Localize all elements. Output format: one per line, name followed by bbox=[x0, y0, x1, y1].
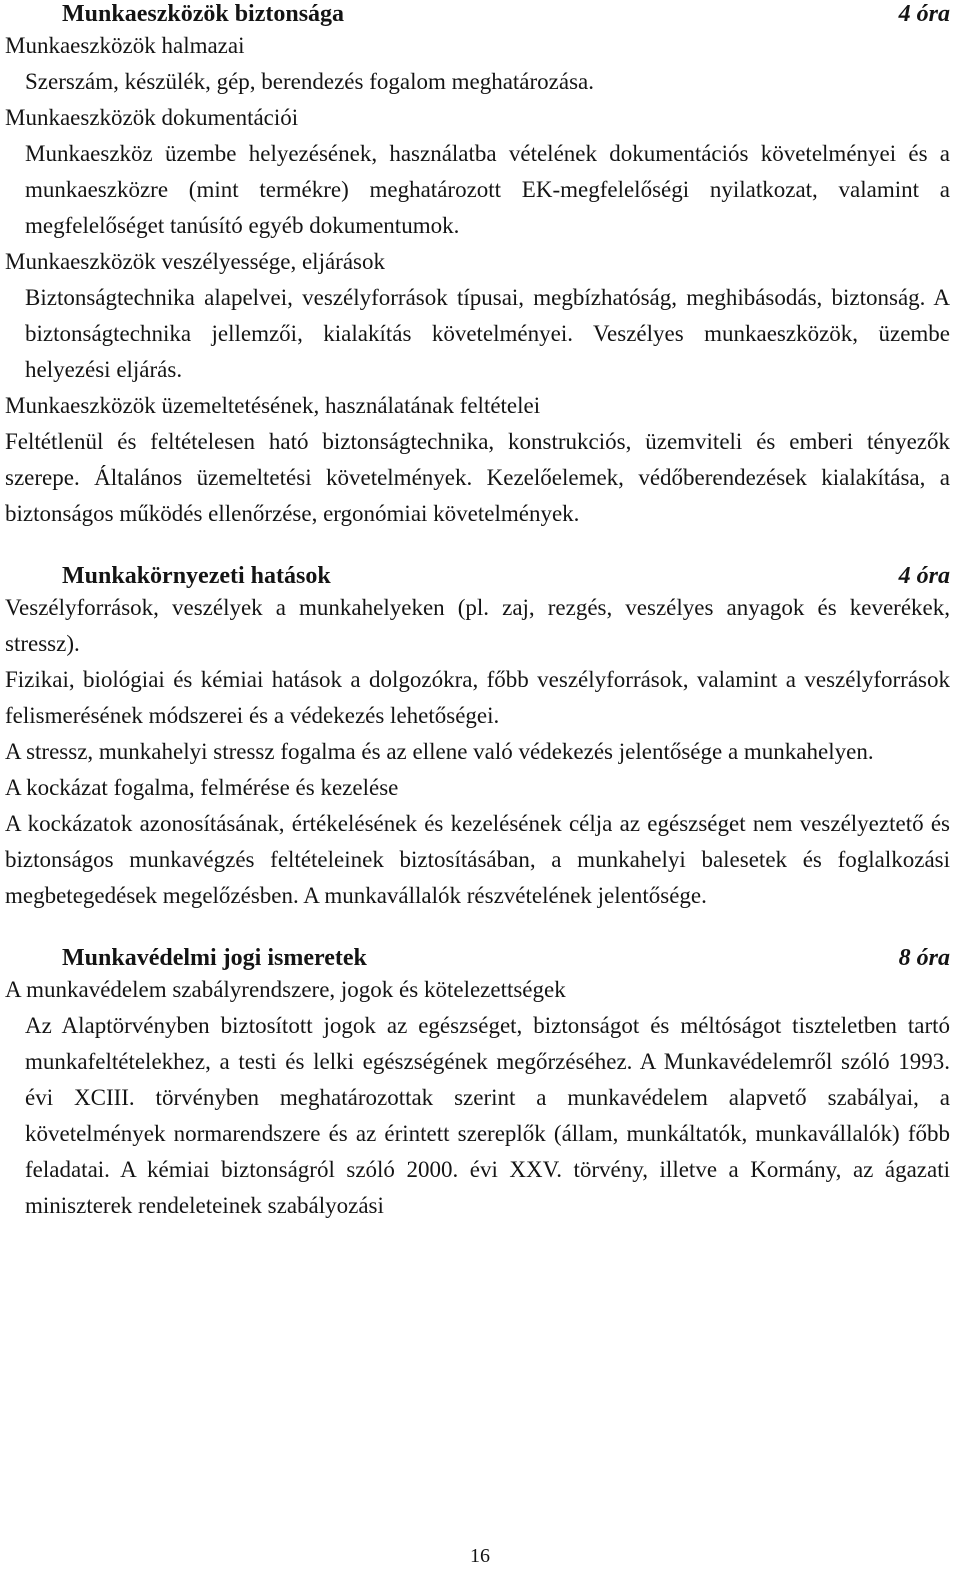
paragraph: Veszélyforrások, veszélyek a munkahelyeken (pl. zaj, rezgés, veszélyes anyagok és keverékek, stressz). bbox=[5, 595, 950, 656]
paragraph: Feltétlenül és feltételesen ható biztonságtechnika, konstrukciós, üzemviteli és emberi tényezők szerepe. Általános üzemeltetési követelmények. Kezelőelemek, védőberendezések kialakítása, a biztonságos működés ellenőrzése, ergonómiai követelmények. bbox=[5, 429, 950, 526]
document-page bbox=[5, 0, 950, 1224]
paragraph: Szerszám, készülék, gép, berendezés fogalom meghatározása. bbox=[25, 69, 594, 94]
paragraph: A kockázatok azonosításának, értékelésének és kezelésének célja az egészséget nem veszélyeztető és biztonságos munkavégzés feltételeinek biztosításában, a munkahelyi balesetek és foglalkozási megbetegedések megelőzésben. A munkavállalók részvételének jelentősége. bbox=[5, 811, 950, 908]
section-hours: 4 óra bbox=[898, 1, 950, 27]
page-number: 16 bbox=[470, 1545, 490, 1567]
paragraph: Munkaeszköz üzembe helyezésének, használatba vételének dokumentációs követelményei és a munkaeszközre (mint termékre) meghatározott EK-megfelelőségi nyilatkozat, valamint a megfelelőséget tanúsító egyéb dokumentumok. bbox=[25, 141, 950, 238]
paragraph: Fizikai, biológiai és kémiai hatások a dolgozókra, főbb veszélyforrások, valamint a veszélyforrások felismerésének módszerei és a védekezés lehetőségei. bbox=[5, 667, 950, 728]
section-header bbox=[5, 562, 950, 590]
section-header bbox=[5, 944, 950, 972]
subsection-heading: Munkaeszközök veszélyessége, eljárások bbox=[5, 249, 385, 274]
section-title: Munkavédelmi jogi ismeretek bbox=[62, 945, 367, 971]
subsection-heading: Munkaeszközök halmazai bbox=[5, 33, 245, 58]
section-title: Munkaeszközök biztonsága bbox=[62, 1, 345, 27]
paragraph: Az Alaptörvényben biztosított jogok az egészséget, biztonságot és méltóságot tiszteletben tartó munkafeltételekhez, a testi és lelki egészségének megőrzéséhez. A Munkavédelemről szóló 1993. évi XCIII. törvényben meghatározottak szerint a munkavédelem alapvető szabályai, a követelmények normarendszere és az érintett szereplők (állam, munkáltatók, munkavállalók) főbb feladatai. A kémiai biztonságról szóló 2000. évi XXV. törvény, illetve a Kormány, az ágazati miniszterek rendeleteinek szabályozási bbox=[25, 1013, 950, 1218]
section-header bbox=[5, 0, 950, 28]
section-spacer bbox=[5, 532, 950, 562]
subsection-heading: Munkaeszközök dokumentációi bbox=[5, 105, 299, 130]
paragraph: A stressz, munkahelyi stressz fogalma és az ellene való védekezés jelentősége a munkahelyen. bbox=[5, 739, 874, 764]
subsection-heading: A munkavédelem szabályrendszere, jogok és kötelezettségek bbox=[5, 977, 566, 1002]
subsection-heading: A kockázat fogalma, felmérése és kezelése bbox=[5, 775, 399, 800]
paragraph: Biztonságtechnika alapelvei, veszélyforrások típusai, megbízhatóság, meghibásodás, biztonság. A biztonságtechnika jellemzői, kialakítás követelményei. Veszélyes munkaeszközök, üzembe helyezési eljárás. bbox=[25, 285, 950, 382]
section-title: Munkakörnyezeti hatások bbox=[62, 563, 331, 589]
section-hours: 4 óra bbox=[898, 563, 950, 589]
section-spacer bbox=[5, 914, 950, 944]
section-hours: 8 óra bbox=[898, 945, 950, 971]
subsection-heading: Munkaeszközök üzemeltetésének, használatának feltételei bbox=[5, 393, 541, 418]
